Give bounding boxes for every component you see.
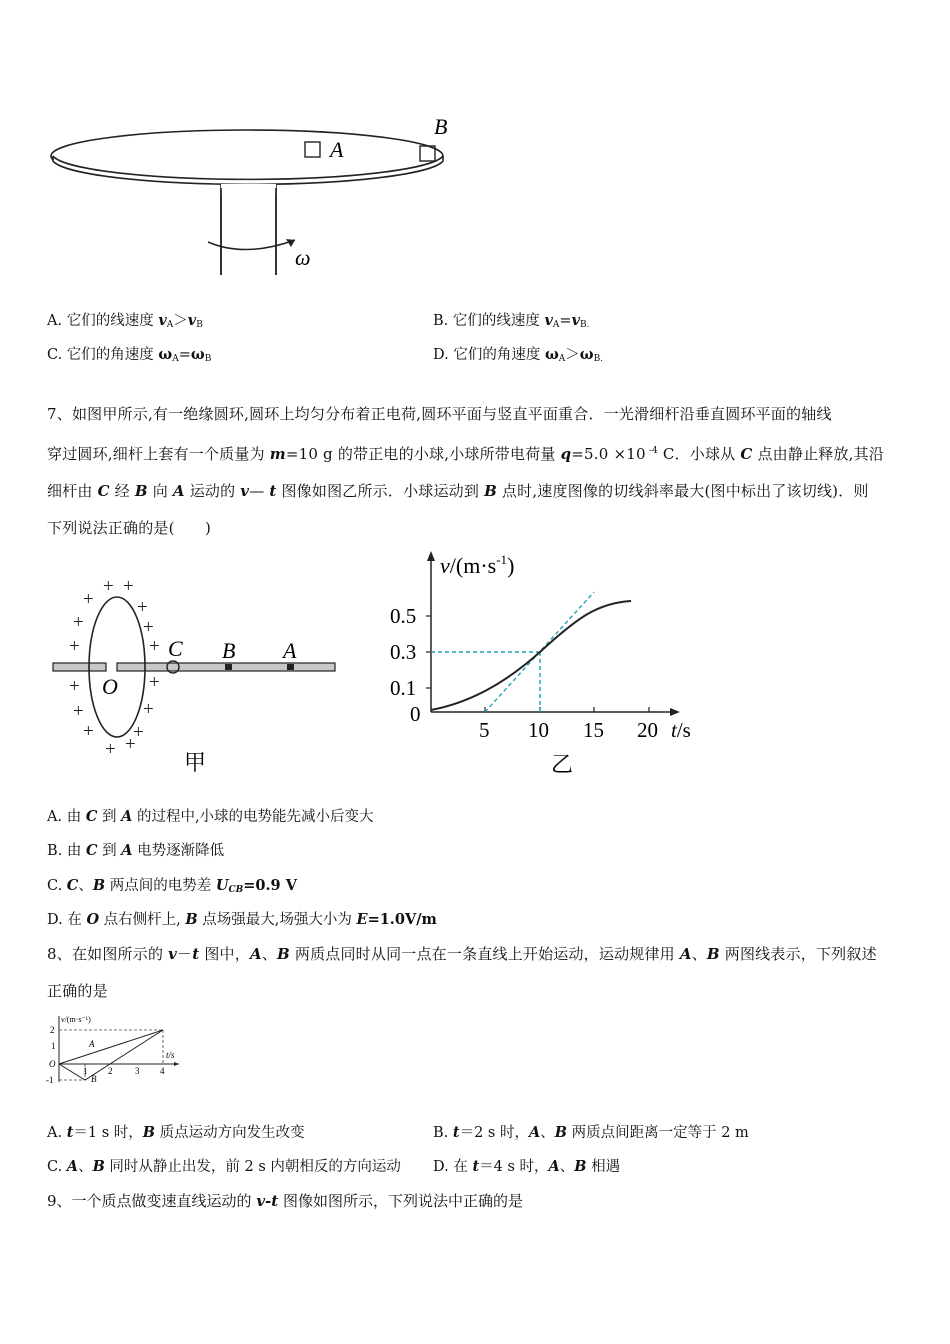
svg-text:+: + xyxy=(149,636,160,657)
q6-option-d[interactable]: D. 它们的角速度 $\omega_A>\omega_{B.}$ xyxy=(433,346,604,364)
svg-text:1: 1 xyxy=(83,1066,88,1076)
svg-text:A: A xyxy=(89,1039,95,1049)
q7-line-2: 穿过圆环,细杆上套有一个质量为 m=10 g 的带正电的小球,小球所带电荷量 q=5.0 ×10 $^{-4}$ C．小球从 C 点由静止释放,其沿 xyxy=(47,445,885,463)
svg-text:t/s: t/s xyxy=(166,1050,175,1060)
label-A: A xyxy=(283,638,297,663)
svg-text:+: + xyxy=(103,576,114,597)
q8-option-c[interactable]: C. A、B 同时从静止出发，前 2 s 内朝相反的方向运动 xyxy=(47,1158,401,1175)
y-tick-0.3: 0.3 xyxy=(390,640,417,664)
svg-text:-1: -1 xyxy=(46,1075,54,1085)
q6-option-c[interactable]: C. 它们的角速度 $\omega_A=\omega_B$ xyxy=(47,346,212,364)
x-tick-10: 10 xyxy=(528,718,549,742)
svg-text:2: 2 xyxy=(50,1025,55,1035)
q8-stem xyxy=(47,936,907,1010)
q9-stem: 9、一个质点做变速直线运动的 v-t 图像如图所示，下列说法中正确的是 xyxy=(47,1192,523,1210)
q7-option-c[interactable]: C. C、B 两点间的电势差 $U_{CB}=0.9$ V xyxy=(47,877,297,895)
q8-line-1: 8、在如图所示的 v－t 图中，A、B 两质点同时从同一点在一条直线上开始运动，运动规律用 A、B 两图线表示，下列叙述 xyxy=(47,945,877,963)
svg-text:+: + xyxy=(143,617,154,638)
q8-line-2: 正确的是 xyxy=(47,982,108,1000)
label-C: C xyxy=(168,636,183,661)
x-axis-arrow-icon xyxy=(670,708,680,716)
svg-text:+: + xyxy=(125,734,136,755)
q6-option-a[interactable]: A. 它们的线速度 $v_A>v_B$ xyxy=(47,312,203,330)
svg-text:+: + xyxy=(73,701,84,722)
ring-rod-figure xyxy=(45,570,345,785)
q7-option-a[interactable]: A. 由 C 到 A 的过程中,小球的电势能先减小后变大 xyxy=(47,808,374,825)
q8-vt-graph xyxy=(45,1012,185,1092)
svg-text:O: O xyxy=(49,1059,56,1069)
y-axis-label: $v/(m\cdot s^{-1})$ xyxy=(440,552,515,578)
label-A: A xyxy=(330,137,344,162)
rod-left xyxy=(53,663,106,671)
x-tick-15: 15 xyxy=(583,718,604,742)
vt-graph-figure xyxy=(378,545,718,780)
q8-option-d[interactable]: D. 在 t＝4 s 时，A、B 相遇 xyxy=(433,1158,621,1175)
vt-curve xyxy=(431,601,631,710)
line-A xyxy=(59,1030,163,1064)
point-B xyxy=(225,664,232,670)
label-B: B xyxy=(434,114,448,139)
svg-text:+: + xyxy=(105,739,116,760)
svg-text:+: + xyxy=(83,721,94,742)
q7-line-3: 细杆由 C 经 B 向 A 运动的 v— t 图像如图乙所示．小球运动到 B 点时,速度图像的切线斜率最大(图中标出了该切线)．则 xyxy=(47,482,869,500)
svg-text:3: 3 xyxy=(135,1066,140,1076)
svg-text:1: 1 xyxy=(51,1041,56,1051)
q7-stem xyxy=(47,396,907,547)
q7-line-4: 下列说法正确的是( ) xyxy=(47,519,212,537)
caption-yi: 乙 xyxy=(551,752,574,777)
y-tick-0.1: 0.1 xyxy=(390,676,417,700)
q7-option-d[interactable]: D. 在 O 点右侧杆上, B 点场强最大,场强大小为 E=1.0V/m xyxy=(47,911,437,928)
y-tick-0.5: 0.5 xyxy=(390,604,417,628)
x-tick-5: 5 xyxy=(479,718,490,742)
x-tick-20: 20 xyxy=(637,718,658,742)
q8-option-a[interactable]: A. t＝1 s 时，B 质点运动方向发生改变 xyxy=(47,1124,305,1141)
disk-figure xyxy=(45,110,475,285)
origin-label: 0 xyxy=(410,702,421,726)
svg-text:B: B xyxy=(91,1074,97,1084)
svg-text:+: + xyxy=(133,722,144,743)
label-O: O xyxy=(102,674,118,699)
svg-text:+: + xyxy=(123,576,134,597)
svg-text:+: + xyxy=(83,589,94,610)
y-axis-arrow-icon xyxy=(427,551,435,561)
svg-text:+: + xyxy=(69,676,80,697)
q6-option-b[interactable]: B. 它们的线速度 $v_A=v_{B.}$ xyxy=(433,312,590,330)
label-omega: ω xyxy=(295,245,311,270)
svg-text:+: + xyxy=(143,699,154,720)
q8-option-b[interactable]: B. t＝2 s 时，A、B 两质点间距离一定等于 2 m xyxy=(433,1124,749,1141)
svg-text:2: 2 xyxy=(108,1066,113,1076)
label-B: B xyxy=(222,638,236,663)
svg-text:+: + xyxy=(137,597,148,618)
svg-text:+: + xyxy=(149,672,160,693)
svg-text:+: + xyxy=(69,636,80,657)
x-axis-label: t/s xyxy=(671,718,691,742)
point-A xyxy=(287,664,294,670)
svg-text:4: 4 xyxy=(160,1066,165,1076)
q7-line-1: 7、如图甲所示,有一绝缘圆环,圆环上均匀分布着正电荷,圆环平面与竖直平面重合．一光滑细杆沿垂直圆环平面的轴线 xyxy=(47,405,832,423)
caption-jia: 甲 xyxy=(184,750,207,775)
svg-text:+: + xyxy=(73,612,84,633)
svg-text:v/(m·s⁻¹): v/(m·s⁻¹) xyxy=(61,1015,91,1024)
q7-option-b[interactable]: B. 由 C 到 A 电势逐渐降低 xyxy=(47,842,225,859)
